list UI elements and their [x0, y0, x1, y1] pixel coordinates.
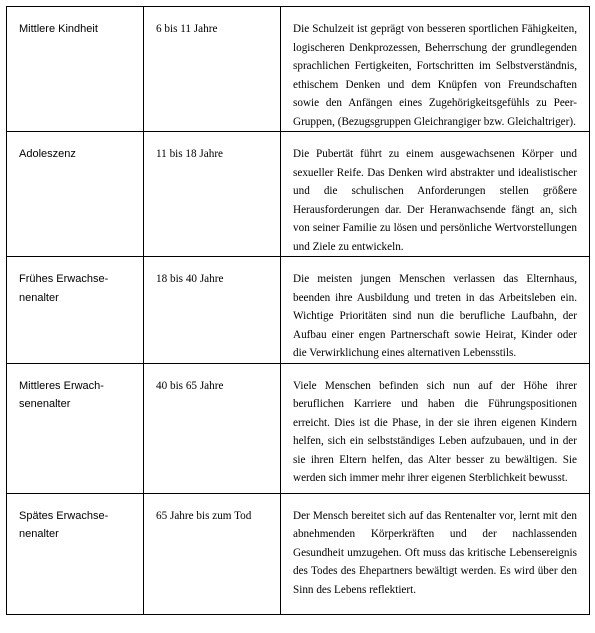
phase-cell: [7, 493, 144, 614]
stage-description: Der Mensch bereitet sich auf das Rentenalter vor, lernt mit den abnehmenden Körperkräften und der nachlassenden Gesundheit umzugehen. Oft muss das kritische Lebensereignis des Todes des Ehepartners bewältigt werden. Es wird über den Sinn des Lebens reflektiert.: [293, 509, 577, 596]
description-cell: [281, 7, 590, 132]
table-row: [7, 257, 590, 364]
age-cell: [144, 132, 281, 257]
description-cell: [281, 363, 590, 493]
stage-description: Die Schulzeit ist geprägt von besseren sportlichen Fähigkeiten, logischeren Denkprozessen, Beherrschung der grundlegenden sprachlichen Fertigkeiten, Fortschritten im Selbstverständnis, ethischem Denken und dem Knüpfen von Freundschaften sowie den Anfängen eines Zugehörigkeitsgefühls zu Peer-Gruppen, (Bezugsgruppen Gleichrangiger bzw. Gleichaltriger).: [293, 23, 577, 128]
age-range: 40 bis 65 Jahre: [156, 379, 224, 392]
phase-label: Spätes Erwachse-nenalter: [19, 509, 109, 540]
table-row: [7, 7, 590, 132]
description-cell: [281, 132, 590, 257]
life-stages-table: [6, 6, 590, 615]
age-range: 6 bis 11 Jahre: [156, 23, 218, 35]
age-range: 11 bis 18 Jahre: [156, 148, 224, 160]
table-row: [7, 493, 590, 614]
age-range: 65 Jahre bis zum Tod: [156, 509, 252, 522]
phase-label: Adoleszenz: [19, 148, 76, 160]
phase-cell: [7, 7, 144, 132]
phase-label: Mittlere Kindheit: [19, 23, 98, 35]
table-row: [7, 363, 590, 493]
age-cell: [144, 363, 281, 493]
phase-cell: [7, 132, 144, 257]
age-cell: [144, 257, 281, 364]
stage-description: Die Pubertät führt zu einem ausgewachsenen Körper und sexueller Reife. Das Denken wird abstrakter und idealistischer und die schulischen Anforderungen stellen größere Herausforderungen dar. Der Heranwachsende fängt an, sich von seiner Familie zu lösen und persönliche Wertvorstellungen und Ziele zu entwickeln.: [293, 148, 577, 253]
phase-label: Frühes Erwachse-nenalter: [19, 273, 109, 304]
description-cell: [281, 257, 590, 364]
stage-description: Viele Menschen befinden sich nun auf der Höhe ihrer beruflichen Karriere und haben die Führungspositionen erreicht. Dies ist die Phase, in der sie ihren eigenen Kindern helfen, sich ein selbstständiges Leben aufzubauen, und in der sie ihren Eltern helfen, das Alter besser zu bewältigen. Sie werden sich immer mehr ihrer eigenen Sterblichkeit bewusst.: [293, 379, 577, 484]
description-cell: [281, 493, 590, 614]
phase-cell: [7, 257, 144, 364]
table-body: [7, 7, 590, 615]
phase-label: Mittleres Erwach-senenalter: [19, 379, 104, 410]
age-range: 18 bis 40 Jahre: [156, 273, 224, 285]
phase-cell: [7, 363, 144, 493]
age-cell: [144, 493, 281, 614]
age-cell: [144, 7, 281, 132]
stage-description: Die meisten jungen Menschen verlassen das Elternhaus, beenden ihre Ausbildung und treten in das Arbeitsleben ein. Wichtige Prioritäten sind nun die berufliche Laufbahn, der Aufbau einer engen Partnerschaft sowie Heirat, Kinder oder die Verwirklichung eines alternativen Lebensstils.: [293, 273, 577, 359]
table-row: [7, 132, 590, 257]
